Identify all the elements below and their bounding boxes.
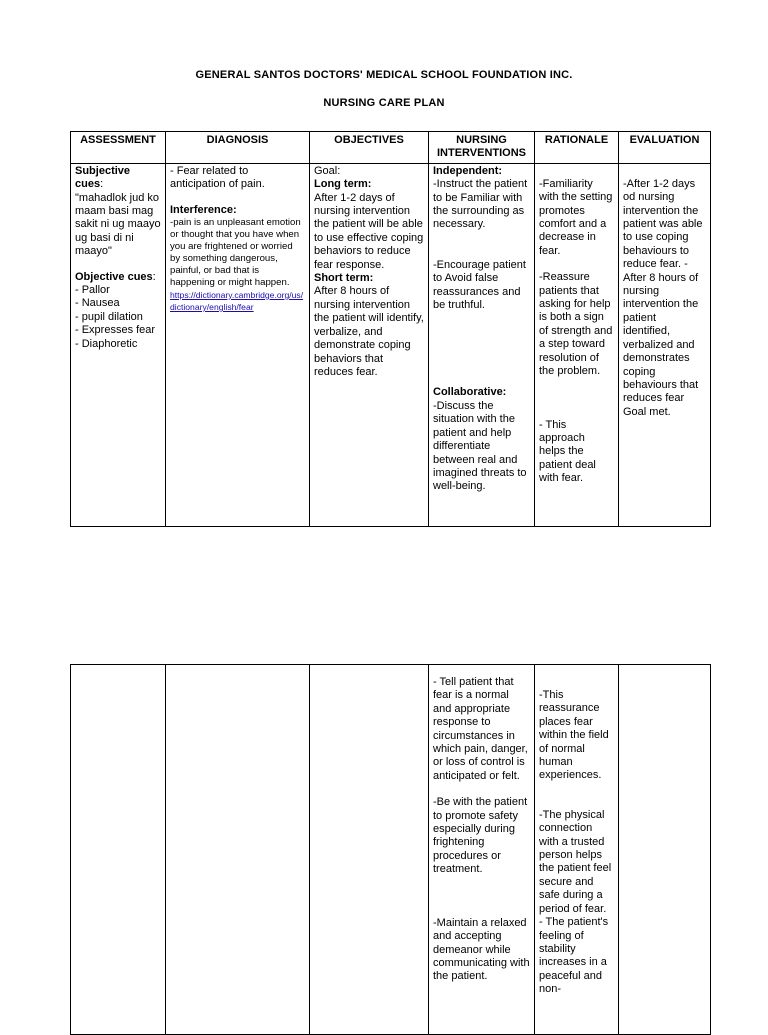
column-header-diagnosis: DIAGNOSIS [166, 132, 310, 164]
objective-colon: : [152, 270, 156, 283]
subjective-cues-text: "mahadlok jud ko maam basi mag sakit ni ug maayo ug basi di ni maayo" [75, 191, 161, 258]
rationale-item: -Reassure patients that asking for help is both a sign of strength and a step toward resolution of the problem. [539, 271, 613, 378]
list-item: - pupil dilation [75, 310, 143, 323]
assessment-cell [71, 665, 166, 1035]
rationale-item: - The patient's feeling of stability increases in a peaceful and non- [539, 916, 609, 996]
fear-definition: -pain is an unpleasant emotion or thought that you have when you are frightened or worried by something dangerous, painful, or bad that is happening or might happen. [170, 217, 301, 289]
intervention-item: -Be with the patient to promote safety especially during frightening procedures or treatment. [433, 796, 528, 876]
diagnosis-cell [166, 163, 310, 526]
list-item: - Expresses fear [75, 324, 156, 337]
subjective-cues-label: Subjective cues [75, 164, 131, 191]
column-header-evaluation: EVALUATION [619, 132, 711, 164]
table-row [71, 163, 711, 526]
interference-label: Interference: [170, 203, 237, 216]
intervention-item: -Maintain a relaxed and accepting demeanor while communicating with the patient. [433, 916, 530, 983]
intervention-item: -Instruct the patient to be Familiar with the surrounding as necessary. [433, 178, 528, 231]
organization-title: GENERAL SANTOS DOCTORS' MEDICAL SCHOOL FOUNDATION INC. [195, 69, 573, 81]
objective-cues-label: Objective cues [75, 270, 153, 283]
rationale-cell [535, 665, 619, 1035]
long-term-label: Long term: [314, 178, 372, 191]
objectives-cell [310, 163, 429, 526]
diagnosis-text: - Fear related to anticipation of pain. [170, 164, 265, 191]
evaluation-cell [619, 665, 711, 1035]
column-header-objectives: OBJECTIVES [310, 132, 429, 164]
assessment-cell [71, 163, 166, 526]
intervention-item: -Encourage patient to Avoid false reassurances and be truthful. [433, 258, 526, 312]
column-header-interventions: NURSING INTERVENTIONS [429, 132, 535, 164]
list-item: - Nausea [75, 297, 120, 310]
subjective-colon: : [100, 178, 104, 191]
collaborative-label: Collaborative: [433, 386, 507, 399]
column-header-rationale: RATIONALE [535, 132, 619, 164]
rationale-item: - This approach helps the patient deal with fear. [539, 418, 596, 485]
short-term-label: Short term: [314, 272, 374, 285]
long-term-text: After 1-2 days of nursing intervention the patient will be able to use effective coping behaviors to reduce fear response. [314, 191, 424, 271]
interventions-cell [429, 665, 535, 1035]
intervention-item: -Discuss the situation with the patient and help differentiate between real and imagined threats to well-being. [433, 399, 527, 493]
diagnosis-cell [166, 665, 310, 1035]
column-header-assessment: ASSESSMENT [71, 132, 166, 164]
rationale-cell [535, 163, 619, 526]
interventions-cell [429, 163, 535, 526]
document-title: NURSING CARE PLAN [323, 97, 445, 109]
intervention-item: - Tell patient that fear is a normal and appropriate response to circumstances in which pain, danger, or loss of control is anticipated or felt. [433, 676, 528, 782]
list-item: - Diaphoretic [75, 337, 138, 350]
care-plan-table [70, 131, 711, 527]
independent-label: Independent: [433, 164, 503, 177]
table-row [71, 665, 711, 1035]
rationale-item: -Familiarity with the setting promotes comfort and a decrease in fear. [539, 177, 613, 257]
header-row [71, 132, 711, 164]
evaluation-text: -After 1-2 days od nursing intervention the patient was able to use coping behaviours to reduce fear. -After 8 hours of nursing intervention the patient identified, verbalized and demonstrates coping behaviours that reduces fear Goal met. [623, 177, 703, 418]
goal-label: Goal: [314, 164, 341, 177]
rationale-item: -This reassurance places fear within the field of normal human experiences. [539, 689, 609, 782]
list-item: - Pallor [75, 284, 110, 297]
objectives-cell [310, 665, 429, 1035]
dictionary-link[interactable]: https://dictionary.cambridge.org/us/dictionary/english/fear [170, 290, 304, 313]
rationale-item: -The physical connection with a trusted person helps the patient feel secure and safe during a period of fear. [539, 808, 612, 915]
care-plan-table-continued [70, 664, 711, 1035]
evaluation-cell [619, 163, 711, 526]
short-term-text: After 8 hours of nursing intervention the patient will identify, verbalize, and demonstrate coping behaviors that reduces fear. [314, 285, 424, 378]
